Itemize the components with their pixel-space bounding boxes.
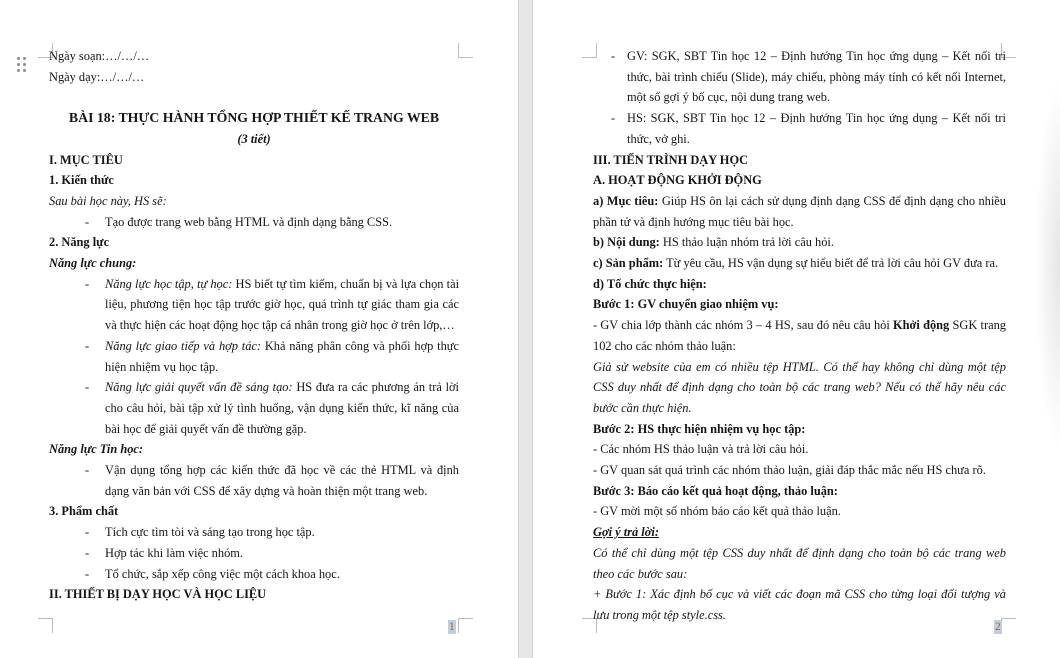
paragraph: [49, 584, 459, 605]
text-run: Năng lực giải quyết vấn đề sáng tạo:: [105, 380, 293, 395]
paragraph: [49, 150, 459, 171]
paragraph: [593, 460, 1006, 481]
text-run: Tổ chức, sắp xếp công việc một cách khoa học.: [105, 566, 340, 581]
bullet-paragraph: [593, 108, 1006, 149]
text-run: - GV chia lớp thành các nhóm 3 – 4 HS, sau đó nêu câu hỏi: [593, 318, 894, 333]
text-run: Tích cực tìm tòi và sáng tạo trong học tập.: [105, 525, 315, 540]
paragraph: [49, 67, 459, 88]
text-run: - Các nhóm HS thảo luận và trả lời câu hỏi.: [593, 442, 809, 457]
text-run: Năng lực giao tiếp và hợp tác:: [105, 338, 262, 353]
paragraph: [593, 150, 1006, 171]
bullet-paragraph: [49, 274, 459, 336]
block-drag-handle-icon[interactable]: [17, 57, 26, 72]
bullet-paragraph: [49, 460, 459, 501]
document-page-2[interactable]: [533, 0, 1060, 658]
paragraph: [49, 170, 459, 191]
text-run: III. TIẾN TRÌNH DẠY HỌC: [593, 152, 749, 167]
bullet-paragraph: [49, 336, 459, 377]
bullet-paragraph: [49, 564, 459, 585]
text-run: Bước 1: GV chuyển giao nhiệm vụ:: [593, 297, 779, 312]
bullet-paragraph: [49, 377, 459, 439]
text-run: d) Tổ chức thực hiện:: [593, 276, 707, 291]
paragraph: [49, 46, 459, 67]
text-run: (3 tiết): [237, 131, 271, 146]
page-2-text-area[interactable]: [593, 46, 1006, 626]
text-run: 3. Phẩm chất: [49, 504, 119, 519]
text-run: I. MỤC TIÊU: [49, 152, 123, 167]
text-run: BÀI 18: THỰC HÀNH TỔNG HỢP THIẾT KẾ TRANG WEB: [68, 110, 440, 126]
paragraph: [49, 108, 459, 129]
text-run: Ngày dạy:…/…/…: [49, 69, 145, 84]
paragraph: [593, 294, 1006, 315]
page-gap-divider: [518, 0, 533, 658]
bullet-dash: -: [85, 525, 90, 540]
text-run: - GV quan sát quá trình các nhóm thảo luận, giải đáp thắc mắc nếu HS chưa rõ.: [593, 463, 986, 478]
grip-dot: [23, 69, 26, 72]
text-run: SGK trang 102 cho các nhóm thảo luận:: [593, 318, 1006, 353]
paragraph: [593, 191, 1006, 232]
text-run: GV: SGK, SBT Tin học 12 – Định hướng Tin học ứng dụng – Kết nối tri thức, bài trình chiếu (Slide), máy chiếu, phòng máy tính có kết nối Internet, một số gợi ý bố cục, nội dung trang web.: [627, 49, 1006, 105]
text-run: HS đưa ra các phương án trả lời cho câu hỏi, bài tập xử lý tình huống, vận dụng kiến thức, kĩ năng của bài học để giải quyết vấn đề thường gặp.: [105, 380, 460, 436]
text-run: Sau bài học này, HS sẽ:: [49, 193, 167, 208]
text-run: 1. Kiến thức: [49, 173, 114, 188]
bullet-dash: -: [85, 276, 90, 291]
crop-mark-top-right-icon: [458, 43, 473, 58]
bullet-dash: -: [85, 214, 90, 229]
text-run: A. HOẠT ĐỘNG KHỞI ĐỘNG: [593, 173, 762, 188]
paragraph: [593, 543, 1006, 584]
page-number-field: 1: [449, 621, 455, 633]
paragraph: [593, 481, 1006, 502]
text-run: Giúp HS ôn lại cách sử dụng định dạng CSS để định dạng cho nhiều phần tử và định hướng mục tiêu bài học.: [593, 193, 1006, 229]
bullet-paragraph: [593, 46, 1006, 108]
text-run: - GV mời một số nhóm báo cáo kết quả thảo luận.: [593, 504, 841, 519]
text-run: Có thể chỉ dùng một tệp CSS duy nhất để định dạng cho toàn bộ các trang web theo các bước sau:: [593, 545, 1006, 581]
text-run: Khởi động: [893, 318, 950, 333]
text-run: c) Sản phẩm:: [593, 256, 664, 271]
paragraph: [49, 191, 459, 212]
bullet-dash: -: [85, 463, 90, 478]
text-run: b) Nội dung:: [593, 235, 660, 250]
bullet-dash: -: [85, 380, 90, 395]
text-run: Bước 3: Báo cáo kết quả hoạt động, thảo luận:: [593, 483, 838, 498]
text-run: Hợp tác khi làm việc nhóm.: [105, 545, 243, 560]
paragraph: [49, 439, 459, 460]
crop-mark-bottom-left-icon: [38, 618, 53, 633]
bullet-dash: -: [85, 338, 90, 353]
text-run: Năng lực chung:: [49, 256, 137, 271]
paragraph: [593, 357, 1006, 419]
paragraph: [593, 419, 1006, 440]
bullet-dash: -: [85, 545, 90, 560]
bullet-paragraph: [49, 543, 459, 564]
grip-dot: [23, 63, 26, 66]
text-run: HS biết tự tìm kiếm, chuẩn bị và lựa chọn tài liệu, phương tiện học tập trước giờ học, quá trình tự giác tham gia các và thực hiện các hoạt động học tập cá nhân trong giờ học ở trên lớp,…: [105, 276, 460, 333]
grip-dot: [17, 57, 20, 60]
paragraph: [593, 274, 1006, 295]
text-run: Từ yêu cầu, HS vận dụng sự hiểu biết để trả lời câu hỏi GV đưa ra.: [663, 256, 999, 271]
grip-dot: [23, 57, 26, 60]
bullet-dash: -: [611, 111, 616, 126]
grip-dot: [17, 63, 20, 66]
text-run: Năng lực Tin học:: [49, 442, 144, 457]
paragraph: [49, 87, 459, 108]
paragraph: [593, 522, 1006, 543]
document-page-1[interactable]: [0, 0, 518, 658]
text-run: HS: SGK, SBT Tin học 12 – Định hướng Tin học ứng dụng – Kết nối tri thức, vở ghi.: [627, 111, 1006, 146]
bullet-dash: -: [85, 566, 90, 581]
paragraph: [49, 253, 459, 274]
text-run: Khả năng phân công và phối hợp thực hiện nhiệm vụ học tập.: [105, 338, 459, 374]
paragraph: [593, 253, 1006, 274]
paragraph: [593, 439, 1006, 460]
text-run: HS thảo luận nhóm trả lời câu hỏi.: [659, 235, 834, 250]
bullet-dash: -: [611, 49, 616, 63]
crop-mark-bottom-right-icon: [458, 618, 473, 633]
bullet-paragraph: [49, 522, 459, 543]
paragraph: [49, 501, 459, 522]
paragraph: [49, 232, 459, 253]
text-run: Bước 2: HS thực hiện nhiệm vụ học tập:: [593, 421, 806, 436]
paragraph: [593, 501, 1006, 522]
bullet-paragraph: [49, 212, 459, 233]
paragraph: [593, 315, 1006, 356]
text-run: Tạo được trang web bằng HTML và định dạng bằng CSS.: [105, 214, 393, 229]
text-run: + Bước 1: Xác định bố cục và viết các đoạn mã CSS cho từng loại đối tượng và lưu trong một tệp style.css.: [593, 587, 1006, 622]
text-run: Vận dụng tổng hợp các kiến thức đã học về các thẻ HTML và định dạng văn bản với CSS để xây dựng và hoàn thiện một trang web.: [105, 463, 459, 498]
paragraph: [593, 232, 1006, 253]
text-run: 2. Năng lực: [49, 235, 110, 250]
paragraph: [49, 129, 459, 150]
page-1-text-area[interactable]: [49, 46, 459, 605]
text-run: Giả sử website của em có nhiều tệp HTML. Có thể hay không chỉ dùng một tệp CSS duy nhất để định dạng cho toàn bộ các trang web? Nếu có thể hãy nêu các bước cần thực hiện.: [593, 359, 1006, 415]
grip-dot: [17, 69, 20, 72]
page-number-field: 2: [995, 621, 1001, 633]
text-run: Ngày soạn:…/…/…: [49, 49, 150, 63]
text-run: II. THIẾT BỊ DẠY HỌC VÀ HỌC LIỆU: [49, 587, 267, 602]
text-run: a) Mục tiêu:: [593, 193, 659, 208]
text-run: Năng lực học tập, tự học:: [105, 276, 233, 291]
text-run: Gợi ý trả lời:: [593, 525, 659, 540]
paragraph: [593, 584, 1006, 625]
paragraph: [593, 170, 1006, 191]
